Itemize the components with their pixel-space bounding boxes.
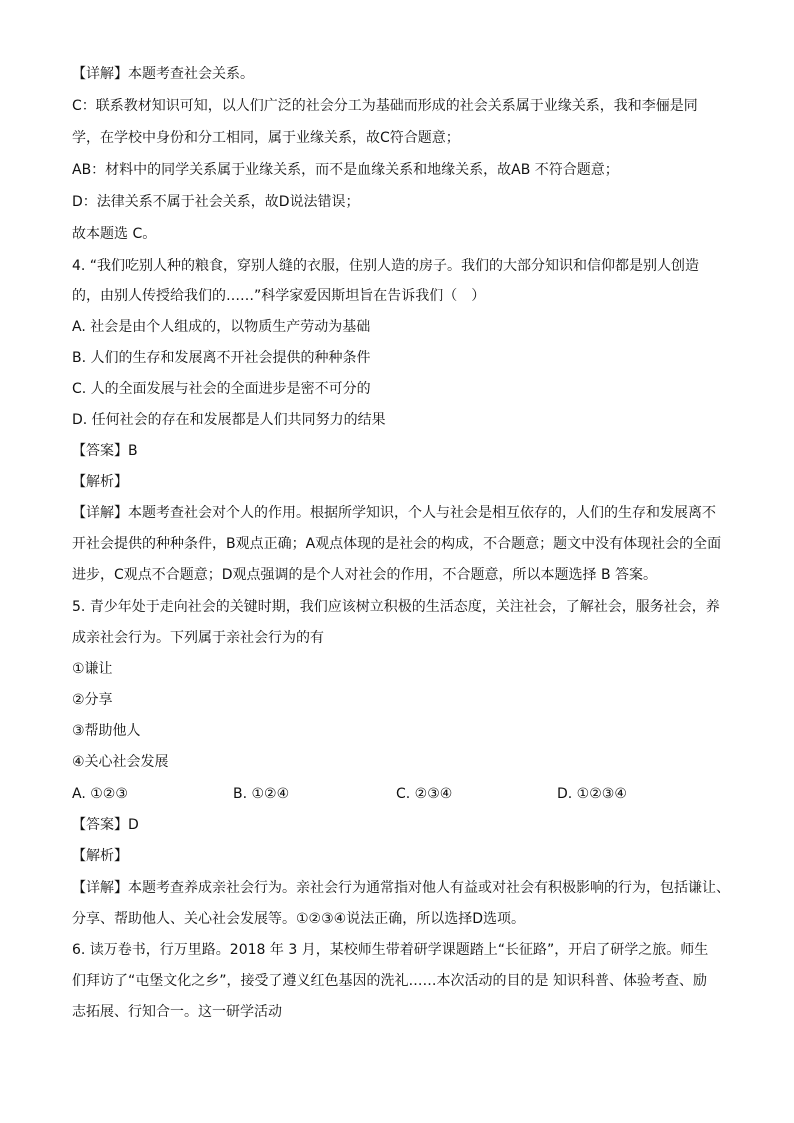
q4-option-c: C. 人的全面发展与社会的全面进步是密不可分的	[72, 381, 371, 397]
q3-detail-heading: 【详解】本题考查社会关系。	[72, 66, 254, 82]
q3-option-ab-explanation: AB：材料中的同学关系属于业缘关系，而不是血缘关系和地缘关系，故AB 不符合题意；	[72, 162, 619, 178]
q5-answer: 【答案】D	[72, 817, 139, 833]
q3-option-c-explanation-line-1: C：联系教材知识可知，以人们广泛的社会分工为基础而形成的社会关系属于业缘关系，我和李俪是同	[72, 98, 698, 114]
q4-analysis-heading: 【解析】	[72, 474, 128, 490]
q5-option-c: C. ②③④	[396, 786, 453, 802]
q3-conclusion: 故本题选 C。	[72, 226, 157, 242]
q5-stem-line-2: 成亲社会行为。下列属于亲社会行为的有	[72, 630, 324, 646]
q5-detail-line-2: 分享、帮助他人、关心社会发展等。①②③④说法正确，所以选择D选项。	[72, 911, 525, 927]
q5-item-1: ①谦让	[72, 661, 113, 677]
q5-option-b: B. ①②④	[233, 786, 290, 802]
q5-option-a: A. ①②③	[72, 786, 128, 802]
q5-item-3: ③帮助他人	[72, 723, 141, 739]
q4-detail-line-2: 开社会提供的种种条件，B观点正确；A观点体现的是社会的构成，不合题意；题文中没有体现社会的全面	[72, 536, 722, 552]
q3-option-c-explanation-line-2: 学，在学校中身份和分工相同，属于业缘关系，故C符合题意；	[72, 130, 460, 146]
q5-item-4: ④关心社会发展	[72, 754, 169, 770]
q5-detail-line-1: 【详解】本题考查养成亲社会行为。亲社会行为通常指对他人有益或对社会有积极影响的行为，包括谦让、	[72, 880, 730, 896]
q4-stem-line-2: 的，由别人传授给我们的……”科学家爱因斯坦旨在告诉我们（ ）	[72, 288, 486, 304]
q6-stem-line-3: 志拓展、行知合一。这一研学活动	[72, 1004, 282, 1020]
q4-detail-line-1: 【详解】本题考查社会对个人的作用。根据所学知识，个人与社会是相互依存的，人们的生存和发展离不	[72, 505, 716, 521]
q4-option-d: D. 任何社会的存在和发展都是人们共同努力的结果	[72, 412, 386, 428]
q6-stem-line-2: 们拜访了“屯堡文化之乡”，接受了遵义红色基因的洗礼……本次活动的目的是 知识科普、体验考查、励	[72, 973, 707, 989]
q6-stem-line-1: 6. 读万卷书，行万里路。2018 年 3 月，某校师生带着研学课题踏上“长征路”，开启了研学之旅。师生	[72, 942, 709, 958]
q4-stem-line-1: 4. “我们吃别人种的粮食，穿别人缝的衣服，住别人造的房子。我们的大部分知识和信仰都是别人创造	[72, 258, 700, 274]
q5-item-2: ②分享	[72, 692, 113, 708]
q5-option-d: D. ①②③④	[557, 786, 627, 802]
q4-answer: 【答案】B	[72, 443, 138, 459]
q5-stem-line-1: 5. 青少年处于走向社会的关键时期，我们应该树立积极的生活态度，关注社会，了解社会，服务社会，养	[72, 599, 720, 615]
q5-analysis-heading: 【解析】	[72, 848, 128, 864]
q4-option-b: B. 人们的生存和发展离不开社会提供的种种条件	[72, 350, 371, 366]
q4-detail-line-3: 进步，C观点不合题意；D观点强调的是个人对社会的作用，不合题意，所以本题选择 B 答案。	[72, 567, 658, 583]
q3-option-d-explanation: D：法律关系不属于社会关系，故D说法错误；	[72, 194, 360, 210]
q4-option-a: A. 社会是由个人组成的，以物质生产劳动为基础	[72, 319, 371, 335]
